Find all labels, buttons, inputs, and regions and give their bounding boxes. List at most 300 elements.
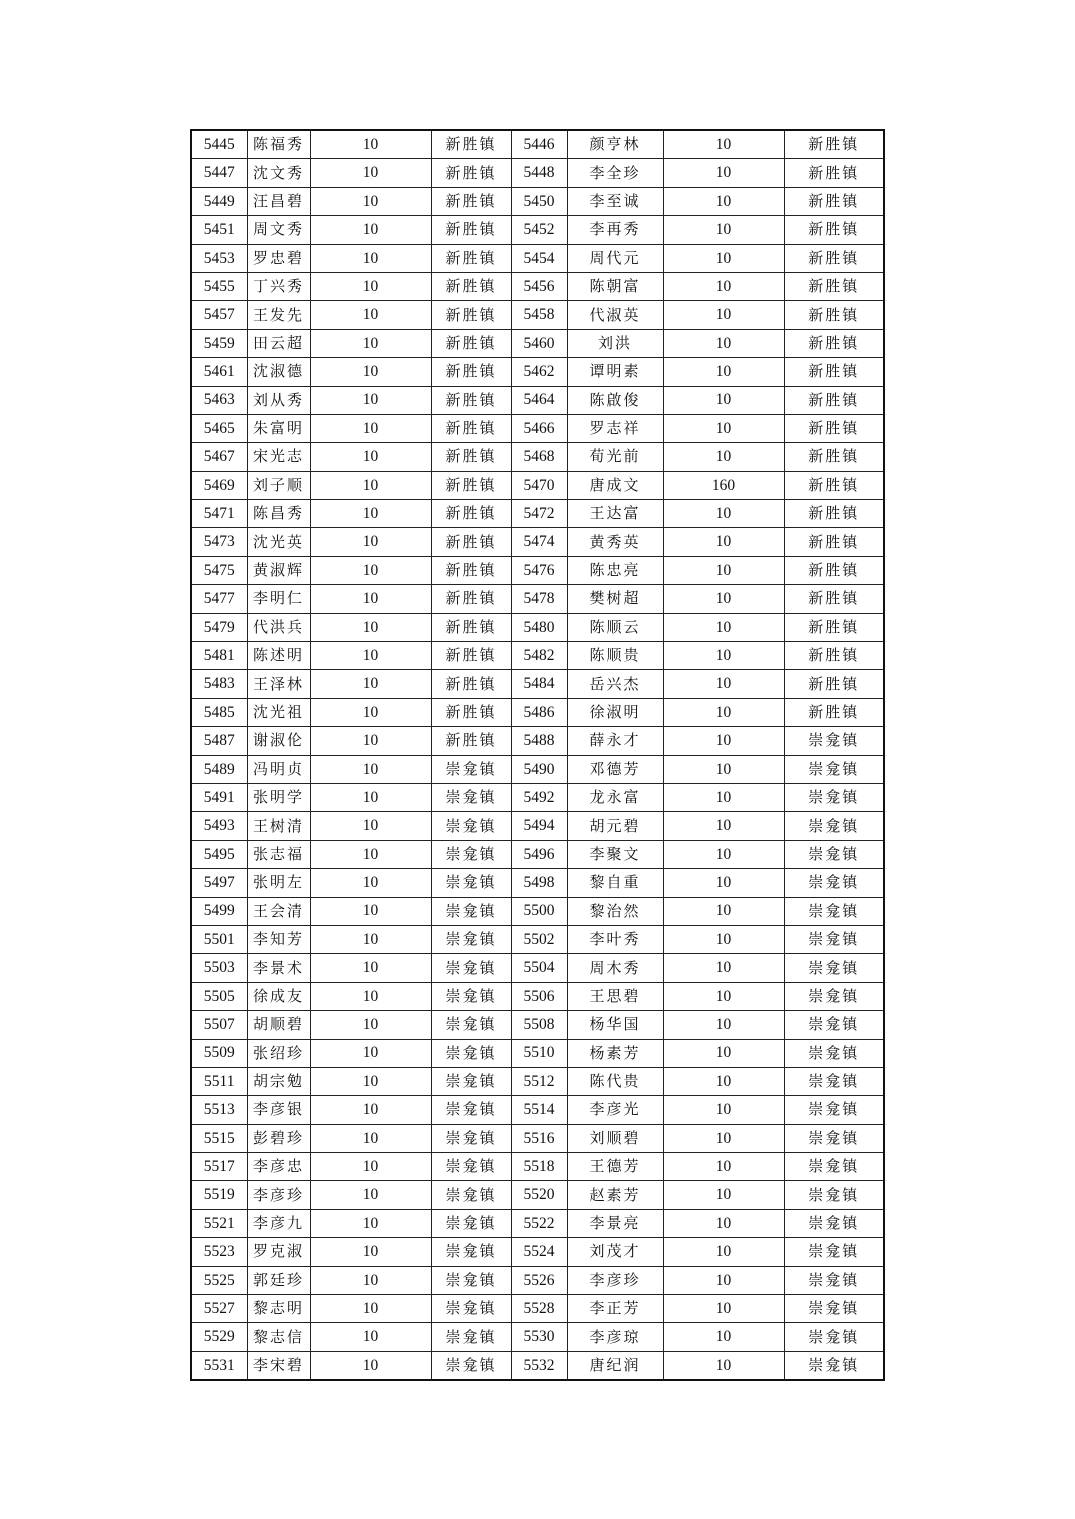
town-name-cell: 崇龛镇 xyxy=(431,897,511,925)
record-number-cell: 5492 xyxy=(511,783,567,811)
town-name-cell: 新胜镇 xyxy=(784,272,884,300)
town-name-cell: 崇龛镇 xyxy=(784,840,884,868)
table-row xyxy=(191,1323,884,1351)
person-name-cell: 李宋碧 xyxy=(247,1351,310,1380)
record-number-cell: 5521 xyxy=(191,1209,247,1237)
town-name-cell: 新胜镇 xyxy=(784,358,884,386)
record-number-cell: 5494 xyxy=(511,812,567,840)
town-name-cell: 崇龛镇 xyxy=(784,783,884,811)
person-name-cell: 罗忠碧 xyxy=(247,244,310,272)
person-name-cell: 李叶秀 xyxy=(567,925,663,953)
town-name-cell: 新胜镇 xyxy=(431,698,511,726)
amount-cell: 10 xyxy=(663,1039,784,1067)
person-name-cell: 李彦琼 xyxy=(567,1323,663,1351)
record-number-cell: 5459 xyxy=(191,329,247,357)
record-number-cell: 5525 xyxy=(191,1266,247,1294)
table-row xyxy=(191,727,884,755)
amount-cell: 10 xyxy=(310,1238,431,1266)
person-name-cell: 汪昌碧 xyxy=(247,187,310,215)
amount-cell: 10 xyxy=(310,301,431,329)
amount-cell: 10 xyxy=(663,698,784,726)
table-row xyxy=(191,329,884,357)
person-name-cell: 沈文秀 xyxy=(247,159,310,187)
person-name-cell: 李景亮 xyxy=(567,1209,663,1237)
town-name-cell: 崇龛镇 xyxy=(431,982,511,1010)
amount-cell: 10 xyxy=(310,528,431,556)
amount-cell: 10 xyxy=(663,783,784,811)
town-name-cell: 新胜镇 xyxy=(431,727,511,755)
person-name-cell: 刘顺碧 xyxy=(567,1124,663,1152)
record-number-cell: 5482 xyxy=(511,642,567,670)
town-name-cell: 新胜镇 xyxy=(784,528,884,556)
person-name-cell: 沈光英 xyxy=(247,528,310,556)
amount-cell: 10 xyxy=(310,1011,431,1039)
town-name-cell: 崇龛镇 xyxy=(431,869,511,897)
town-name-cell: 崇龛镇 xyxy=(431,812,511,840)
amount-cell: 10 xyxy=(663,925,784,953)
amount-cell: 10 xyxy=(663,1323,784,1351)
town-name-cell: 崇龛镇 xyxy=(431,1181,511,1209)
table-row xyxy=(191,1011,884,1039)
person-name-cell: 陈顺云 xyxy=(567,613,663,641)
roster-body xyxy=(191,130,884,1380)
person-name-cell: 周代元 xyxy=(567,244,663,272)
town-name-cell: 崇龛镇 xyxy=(784,982,884,1010)
person-name-cell: 罗克淑 xyxy=(247,1238,310,1266)
amount-cell: 10 xyxy=(663,897,784,925)
amount-cell: 10 xyxy=(310,897,431,925)
amount-cell: 10 xyxy=(310,727,431,755)
person-name-cell: 龙永富 xyxy=(567,783,663,811)
record-number-cell: 5511 xyxy=(191,1067,247,1095)
town-name-cell: 崇龛镇 xyxy=(431,1351,511,1380)
town-name-cell: 新胜镇 xyxy=(431,556,511,584)
record-number-cell: 5462 xyxy=(511,358,567,386)
person-name-cell: 薛永才 xyxy=(567,727,663,755)
person-name-cell: 张志福 xyxy=(247,840,310,868)
person-name-cell: 李彦珍 xyxy=(567,1266,663,1294)
amount-cell: 10 xyxy=(310,1181,431,1209)
record-number-cell: 5510 xyxy=(511,1039,567,1067)
person-name-cell: 陈昌秀 xyxy=(247,500,310,528)
person-name-cell: 李聚文 xyxy=(567,840,663,868)
amount-cell: 10 xyxy=(310,329,431,357)
town-name-cell: 新胜镇 xyxy=(784,216,884,244)
person-name-cell: 王树清 xyxy=(247,812,310,840)
town-name-cell: 崇龛镇 xyxy=(431,954,511,982)
amount-cell: 10 xyxy=(310,358,431,386)
person-name-cell: 陈述明 xyxy=(247,642,310,670)
record-number-cell: 5458 xyxy=(511,301,567,329)
town-name-cell: 新胜镇 xyxy=(431,187,511,215)
table-row xyxy=(191,1266,884,1294)
person-name-cell: 代洪兵 xyxy=(247,613,310,641)
town-name-cell: 崇龛镇 xyxy=(784,1096,884,1124)
amount-cell: 10 xyxy=(663,869,784,897)
table-row xyxy=(191,840,884,868)
amount-cell: 10 xyxy=(663,1295,784,1323)
town-name-cell: 新胜镇 xyxy=(784,471,884,499)
amount-cell: 10 xyxy=(310,187,431,215)
town-name-cell: 崇龛镇 xyxy=(431,1124,511,1152)
amount-cell: 10 xyxy=(310,585,431,613)
record-number-cell: 5518 xyxy=(511,1153,567,1181)
amount-cell: 10 xyxy=(663,1096,784,1124)
town-name-cell: 崇龛镇 xyxy=(784,1011,884,1039)
record-number-cell: 5508 xyxy=(511,1011,567,1039)
record-number-cell: 5529 xyxy=(191,1323,247,1351)
person-name-cell: 张明学 xyxy=(247,783,310,811)
amount-cell: 10 xyxy=(310,1067,431,1095)
amount-cell: 10 xyxy=(310,130,431,159)
town-name-cell: 崇龛镇 xyxy=(784,812,884,840)
amount-cell: 10 xyxy=(310,1124,431,1152)
amount-cell: 10 xyxy=(663,528,784,556)
record-number-cell: 5469 xyxy=(191,471,247,499)
amount-cell: 10 xyxy=(310,244,431,272)
person-name-cell: 李再秀 xyxy=(567,216,663,244)
person-name-cell: 刘子顺 xyxy=(247,471,310,499)
table-row xyxy=(191,1181,884,1209)
person-name-cell: 杨华国 xyxy=(567,1011,663,1039)
town-name-cell: 新胜镇 xyxy=(431,414,511,442)
person-name-cell: 李彦银 xyxy=(247,1096,310,1124)
table-row xyxy=(191,414,884,442)
amount-cell: 10 xyxy=(663,727,784,755)
table-row xyxy=(191,1351,884,1380)
record-number-cell: 5506 xyxy=(511,982,567,1010)
person-name-cell: 朱富明 xyxy=(247,414,310,442)
amount-cell: 10 xyxy=(663,1181,784,1209)
amount-cell: 10 xyxy=(310,1295,431,1323)
person-name-cell: 陈代贵 xyxy=(567,1067,663,1095)
amount-cell: 10 xyxy=(663,414,784,442)
person-name-cell: 李彦九 xyxy=(247,1209,310,1237)
person-name-cell: 谢淑伦 xyxy=(247,727,310,755)
record-number-cell: 5468 xyxy=(511,443,567,471)
town-name-cell: 新胜镇 xyxy=(431,130,511,159)
table-row xyxy=(191,386,884,414)
record-number-cell: 5449 xyxy=(191,187,247,215)
amount-cell: 10 xyxy=(310,698,431,726)
amount-cell: 160 xyxy=(663,471,784,499)
person-name-cell: 黎治然 xyxy=(567,897,663,925)
amount-cell: 10 xyxy=(663,130,784,159)
record-number-cell: 5528 xyxy=(511,1295,567,1323)
town-name-cell: 崇龛镇 xyxy=(784,1323,884,1351)
person-name-cell: 代淑英 xyxy=(567,301,663,329)
person-name-cell: 李景术 xyxy=(247,954,310,982)
person-name-cell: 荀光前 xyxy=(567,443,663,471)
amount-cell: 10 xyxy=(310,670,431,698)
record-number-cell: 5477 xyxy=(191,585,247,613)
person-name-cell: 黎志信 xyxy=(247,1323,310,1351)
record-number-cell: 5447 xyxy=(191,159,247,187)
table-row xyxy=(191,358,884,386)
table-row xyxy=(191,585,884,613)
amount-cell: 10 xyxy=(663,1153,784,1181)
amount-cell: 10 xyxy=(663,840,784,868)
table-row xyxy=(191,897,884,925)
person-name-cell: 刘洪 xyxy=(567,329,663,357)
person-name-cell: 王发先 xyxy=(247,301,310,329)
town-name-cell: 新胜镇 xyxy=(431,500,511,528)
record-number-cell: 5453 xyxy=(191,244,247,272)
record-number-cell: 5473 xyxy=(191,528,247,556)
town-name-cell: 崇龛镇 xyxy=(784,869,884,897)
town-name-cell: 新胜镇 xyxy=(784,329,884,357)
person-name-cell: 谭明素 xyxy=(567,358,663,386)
town-name-cell: 崇龛镇 xyxy=(431,783,511,811)
record-number-cell: 5464 xyxy=(511,386,567,414)
record-number-cell: 5501 xyxy=(191,925,247,953)
record-number-cell: 5478 xyxy=(511,585,567,613)
person-name-cell: 沈淑德 xyxy=(247,358,310,386)
person-name-cell: 王德芳 xyxy=(567,1153,663,1181)
record-number-cell: 5502 xyxy=(511,925,567,953)
person-name-cell: 唐成文 xyxy=(567,471,663,499)
table-row xyxy=(191,642,884,670)
amount-cell: 10 xyxy=(663,301,784,329)
town-name-cell: 新胜镇 xyxy=(431,642,511,670)
person-name-cell: 李明仁 xyxy=(247,585,310,613)
person-name-cell: 刘茂才 xyxy=(567,1238,663,1266)
record-number-cell: 5527 xyxy=(191,1295,247,1323)
town-name-cell: 新胜镇 xyxy=(431,244,511,272)
town-name-cell: 崇龛镇 xyxy=(784,1238,884,1266)
town-name-cell: 崇龛镇 xyxy=(431,1209,511,1237)
amount-cell: 10 xyxy=(310,159,431,187)
town-name-cell: 崇龛镇 xyxy=(784,925,884,953)
person-name-cell: 周文秀 xyxy=(247,216,310,244)
person-name-cell: 李知芳 xyxy=(247,925,310,953)
amount-cell: 10 xyxy=(310,414,431,442)
record-number-cell: 5504 xyxy=(511,954,567,982)
person-name-cell: 陈忠亮 xyxy=(567,556,663,584)
town-name-cell: 新胜镇 xyxy=(431,443,511,471)
amount-cell: 10 xyxy=(310,471,431,499)
record-number-cell: 5461 xyxy=(191,358,247,386)
record-number-cell: 5460 xyxy=(511,329,567,357)
person-name-cell: 冯明贞 xyxy=(247,755,310,783)
person-name-cell: 杨素芳 xyxy=(567,1039,663,1067)
town-name-cell: 崇龛镇 xyxy=(431,1323,511,1351)
table-row xyxy=(191,187,884,215)
town-name-cell: 新胜镇 xyxy=(431,528,511,556)
roster-table xyxy=(190,129,885,1381)
town-name-cell: 新胜镇 xyxy=(431,585,511,613)
amount-cell: 10 xyxy=(663,244,784,272)
table-row xyxy=(191,1209,884,1237)
table-row xyxy=(191,954,884,982)
record-number-cell: 5475 xyxy=(191,556,247,584)
person-name-cell: 周木秀 xyxy=(567,954,663,982)
table-row xyxy=(191,670,884,698)
town-name-cell: 新胜镇 xyxy=(784,386,884,414)
table-row xyxy=(191,1238,884,1266)
record-number-cell: 5487 xyxy=(191,727,247,755)
town-name-cell: 新胜镇 xyxy=(431,670,511,698)
record-number-cell: 5491 xyxy=(191,783,247,811)
town-name-cell: 崇龛镇 xyxy=(431,1067,511,1095)
town-name-cell: 新胜镇 xyxy=(784,187,884,215)
amount-cell: 10 xyxy=(663,159,784,187)
amount-cell: 10 xyxy=(663,1266,784,1294)
town-name-cell: 崇龛镇 xyxy=(784,755,884,783)
person-name-cell: 岳兴杰 xyxy=(567,670,663,698)
town-name-cell: 新胜镇 xyxy=(784,613,884,641)
table-row xyxy=(191,528,884,556)
town-name-cell: 新胜镇 xyxy=(431,272,511,300)
person-name-cell: 胡顺碧 xyxy=(247,1011,310,1039)
amount-cell: 10 xyxy=(663,1351,784,1380)
record-number-cell: 5466 xyxy=(511,414,567,442)
table-row xyxy=(191,925,884,953)
table-row xyxy=(191,500,884,528)
town-name-cell: 新胜镇 xyxy=(784,500,884,528)
amount-cell: 10 xyxy=(310,982,431,1010)
town-name-cell: 崇龛镇 xyxy=(784,1266,884,1294)
record-number-cell: 5520 xyxy=(511,1181,567,1209)
person-name-cell: 黄淑辉 xyxy=(247,556,310,584)
record-number-cell: 5476 xyxy=(511,556,567,584)
record-number-cell: 5505 xyxy=(191,982,247,1010)
amount-cell: 10 xyxy=(310,1153,431,1181)
record-number-cell: 5452 xyxy=(511,216,567,244)
person-name-cell: 徐淑明 xyxy=(567,698,663,726)
town-name-cell: 新胜镇 xyxy=(784,244,884,272)
person-name-cell: 王达富 xyxy=(567,500,663,528)
town-name-cell: 新胜镇 xyxy=(431,216,511,244)
town-name-cell: 崇龛镇 xyxy=(431,1153,511,1181)
town-name-cell: 新胜镇 xyxy=(431,471,511,499)
person-name-cell: 黎自重 xyxy=(567,869,663,897)
table-row xyxy=(191,1039,884,1067)
table-row xyxy=(191,698,884,726)
person-name-cell: 李彦忠 xyxy=(247,1153,310,1181)
record-number-cell: 5523 xyxy=(191,1238,247,1266)
record-number-cell: 5486 xyxy=(511,698,567,726)
record-number-cell: 5495 xyxy=(191,840,247,868)
town-name-cell: 新胜镇 xyxy=(784,642,884,670)
person-name-cell: 邓德芳 xyxy=(567,755,663,783)
record-number-cell: 5499 xyxy=(191,897,247,925)
record-number-cell: 5467 xyxy=(191,443,247,471)
amount-cell: 10 xyxy=(663,1209,784,1237)
record-number-cell: 5490 xyxy=(511,755,567,783)
record-number-cell: 5483 xyxy=(191,670,247,698)
amount-cell: 10 xyxy=(310,443,431,471)
amount-cell: 10 xyxy=(663,812,784,840)
amount-cell: 10 xyxy=(310,755,431,783)
amount-cell: 10 xyxy=(663,216,784,244)
person-name-cell: 刘从秀 xyxy=(247,386,310,414)
record-number-cell: 5484 xyxy=(511,670,567,698)
person-name-cell: 陈福秀 xyxy=(247,130,310,159)
amount-cell: 10 xyxy=(663,982,784,1010)
person-name-cell: 丁兴秀 xyxy=(247,272,310,300)
record-number-cell: 5531 xyxy=(191,1351,247,1380)
record-number-cell: 5519 xyxy=(191,1181,247,1209)
amount-cell: 10 xyxy=(310,840,431,868)
record-number-cell: 5471 xyxy=(191,500,247,528)
record-number-cell: 5481 xyxy=(191,642,247,670)
town-name-cell: 新胜镇 xyxy=(784,414,884,442)
record-number-cell: 5470 xyxy=(511,471,567,499)
record-number-cell: 5514 xyxy=(511,1096,567,1124)
amount-cell: 10 xyxy=(310,500,431,528)
person-name-cell: 李彦光 xyxy=(567,1096,663,1124)
amount-cell: 10 xyxy=(663,556,784,584)
town-name-cell: 崇龛镇 xyxy=(784,1295,884,1323)
town-name-cell: 崇龛镇 xyxy=(784,727,884,755)
amount-cell: 10 xyxy=(663,613,784,641)
town-name-cell: 崇龛镇 xyxy=(431,1096,511,1124)
person-name-cell: 郭廷珍 xyxy=(247,1266,310,1294)
person-name-cell: 张绍珍 xyxy=(247,1039,310,1067)
amount-cell: 10 xyxy=(663,443,784,471)
person-name-cell: 颜亨林 xyxy=(567,130,663,159)
record-number-cell: 5480 xyxy=(511,613,567,641)
town-name-cell: 崇龛镇 xyxy=(784,954,884,982)
record-number-cell: 5498 xyxy=(511,869,567,897)
person-name-cell: 李至诚 xyxy=(567,187,663,215)
record-number-cell: 5530 xyxy=(511,1323,567,1351)
amount-cell: 10 xyxy=(310,783,431,811)
record-number-cell: 5450 xyxy=(511,187,567,215)
town-name-cell: 崇龛镇 xyxy=(784,1124,884,1152)
person-name-cell: 李彦珍 xyxy=(247,1181,310,1209)
person-name-cell: 胡宗勉 xyxy=(247,1067,310,1095)
record-number-cell: 5448 xyxy=(511,159,567,187)
amount-cell: 10 xyxy=(663,386,784,414)
record-number-cell: 5513 xyxy=(191,1096,247,1124)
town-name-cell: 新胜镇 xyxy=(784,443,884,471)
amount-cell: 10 xyxy=(310,812,431,840)
town-name-cell: 崇龛镇 xyxy=(431,1011,511,1039)
record-number-cell: 5456 xyxy=(511,272,567,300)
person-name-cell: 陈朝富 xyxy=(567,272,663,300)
person-name-cell: 樊树超 xyxy=(567,585,663,613)
town-name-cell: 崇龛镇 xyxy=(784,1039,884,1067)
table-row xyxy=(191,159,884,187)
amount-cell: 10 xyxy=(310,1096,431,1124)
town-name-cell: 新胜镇 xyxy=(784,159,884,187)
table-row xyxy=(191,443,884,471)
table-row xyxy=(191,130,884,159)
record-number-cell: 5507 xyxy=(191,1011,247,1039)
table-row xyxy=(191,869,884,897)
record-number-cell: 5496 xyxy=(511,840,567,868)
amount-cell: 10 xyxy=(663,1124,784,1152)
table-row xyxy=(191,471,884,499)
amount-cell: 10 xyxy=(663,1067,784,1095)
town-name-cell: 新胜镇 xyxy=(784,301,884,329)
amount-cell: 10 xyxy=(663,358,784,386)
record-number-cell: 5455 xyxy=(191,272,247,300)
record-number-cell: 5446 xyxy=(511,130,567,159)
record-number-cell: 5488 xyxy=(511,727,567,755)
record-number-cell: 5472 xyxy=(511,500,567,528)
amount-cell: 10 xyxy=(310,1209,431,1237)
table-row xyxy=(191,755,884,783)
town-name-cell: 崇龛镇 xyxy=(431,925,511,953)
record-number-cell: 5526 xyxy=(511,1266,567,1294)
amount-cell: 10 xyxy=(663,329,784,357)
amount-cell: 10 xyxy=(310,1323,431,1351)
amount-cell: 10 xyxy=(310,386,431,414)
amount-cell: 10 xyxy=(310,1266,431,1294)
